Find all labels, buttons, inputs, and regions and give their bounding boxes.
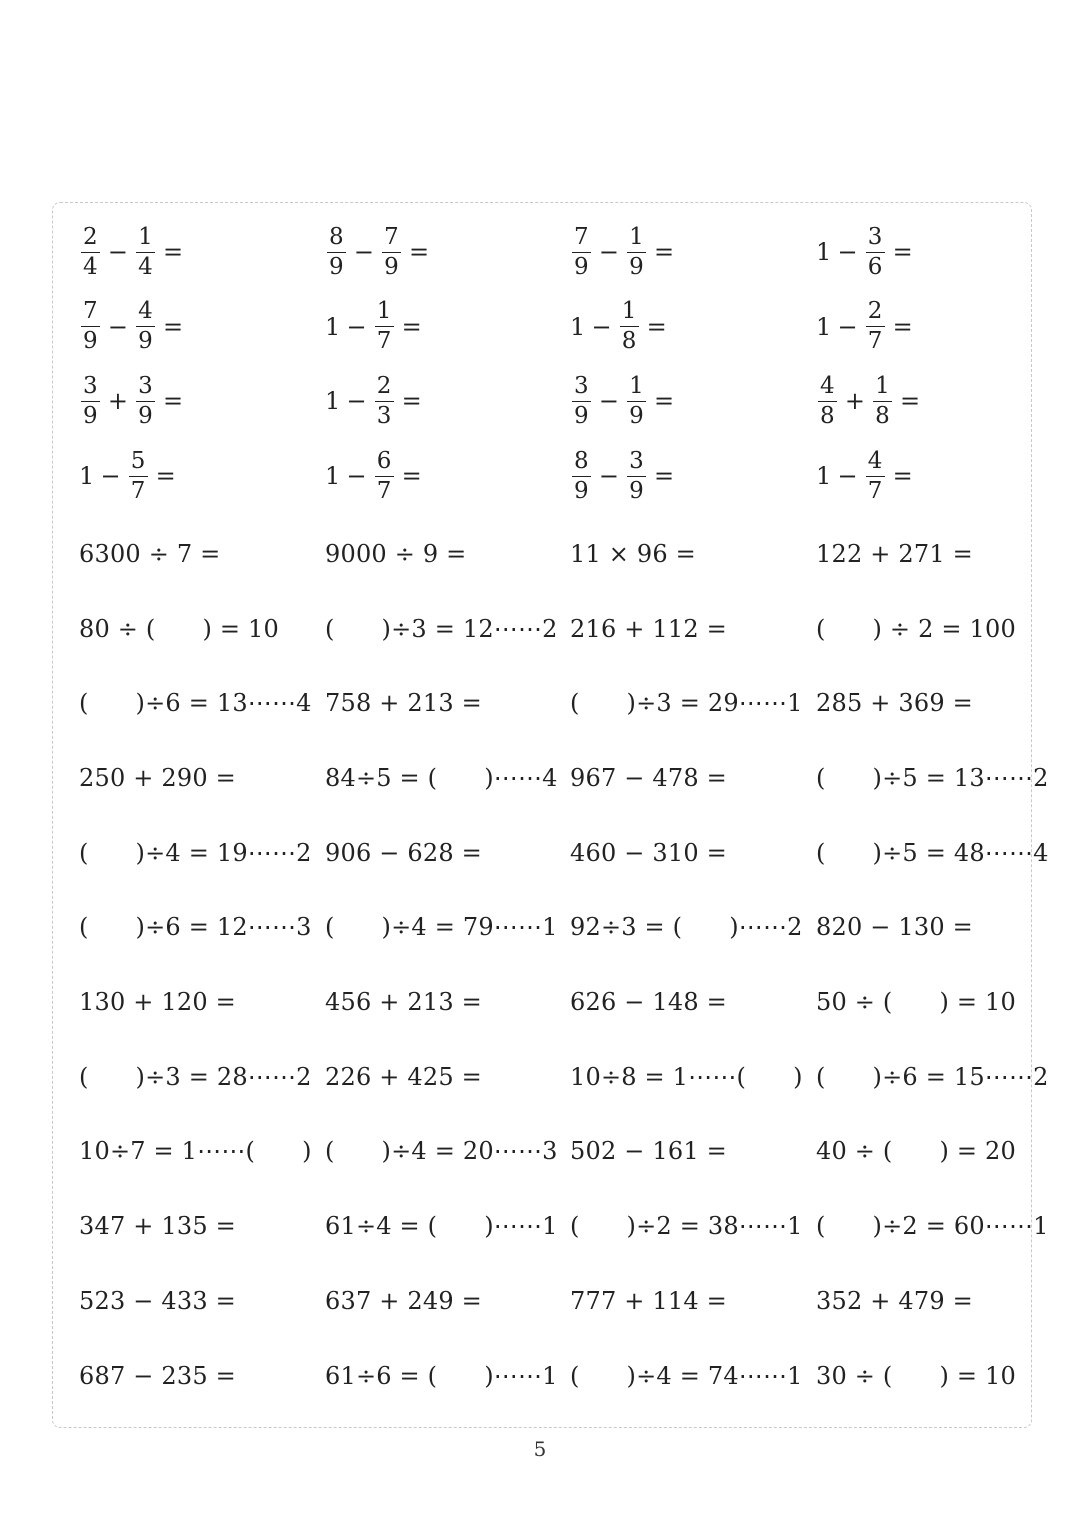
arithmetic-exercise	[325, 594, 558, 664]
operator: −	[353, 238, 375, 266]
fraction	[572, 447, 591, 504]
denominator: 7	[130, 477, 146, 504]
arithmetic-exercise	[79, 594, 279, 664]
operator: −	[107, 312, 129, 341]
exercise-text: 61÷4 = ( )⋯⋯1	[325, 1212, 558, 1241]
fraction-exercise	[325, 441, 428, 511]
exercise-text: 460 − 310 =	[570, 838, 727, 867]
denominator: 9	[574, 477, 589, 504]
equals-sign: =	[654, 462, 675, 491]
numerator: 7	[384, 223, 399, 250]
fraction	[375, 300, 394, 353]
whole-number: 1	[325, 387, 341, 416]
fraction	[627, 372, 646, 429]
whole-number: 1	[816, 312, 832, 341]
worksheet-frame	[52, 202, 1049, 1428]
fraction-exercise	[79, 441, 182, 511]
numerator: 1	[621, 298, 637, 325]
denominator: 9	[629, 253, 644, 280]
denominator: 9	[138, 328, 153, 355]
exercise-text: 6300 ÷ 7 =	[79, 539, 221, 568]
fraction	[382, 223, 401, 280]
exercise-text: ( )÷3 = 12⋯⋯2	[325, 614, 558, 643]
exercise-text: 9000 ÷ 9 =	[325, 539, 467, 568]
fraction-exercise	[570, 217, 680, 287]
arithmetic-exercise	[325, 668, 482, 738]
numerator: 1	[629, 223, 644, 250]
arithmetic-exercise	[79, 967, 236, 1037]
arithmetic-exercise	[325, 1042, 482, 1112]
arithmetic-exercise	[325, 818, 482, 888]
numerator: 4	[138, 298, 153, 325]
equals-sign: =	[646, 312, 667, 341]
exercise-text: 687 − 235 =	[79, 1361, 236, 1390]
arithmetic-exercise	[79, 668, 312, 738]
fraction	[327, 223, 346, 280]
fraction-exercise	[79, 292, 189, 362]
numerator: 3	[574, 372, 589, 399]
fraction-exercise	[570, 441, 680, 511]
arithmetic-exercise	[816, 967, 1016, 1037]
exercise-text: 216 + 112 =	[570, 614, 727, 643]
exercise-text: 523 − 433 =	[79, 1286, 236, 1315]
arithmetic-exercise	[79, 519, 220, 589]
arithmetic-exercise	[325, 519, 466, 589]
arithmetic-exercise	[79, 818, 312, 888]
exercise-text: 637 + 249 =	[325, 1286, 482, 1315]
equals-sign: =	[401, 387, 422, 416]
denominator: 9	[329, 253, 344, 280]
exercise-text: 626 − 148 =	[570, 988, 727, 1016]
whole-number: 1	[325, 462, 341, 491]
denominator: 7	[376, 477, 392, 504]
fraction-exercise	[79, 366, 189, 436]
numerator: 7	[574, 223, 589, 250]
denominator: 7	[867, 477, 883, 504]
fraction	[866, 447, 885, 504]
operator: −	[100, 462, 121, 491]
exercise-text: ( )÷4 = 19⋯⋯2	[79, 838, 312, 867]
arithmetic-exercise	[570, 1191, 803, 1261]
fraction	[866, 300, 885, 353]
exercise-text: 61÷6 = ( )⋯⋯1	[325, 1361, 558, 1390]
exercise-text: 250 + 290 =	[79, 763, 236, 792]
exercise-text: ( ) ÷ 2 = 100	[816, 614, 1016, 643]
exercise-text: 40 ÷ ( ) = 20	[816, 1137, 1016, 1166]
arithmetic-exercise	[325, 1191, 558, 1261]
arithmetic-exercise	[570, 1116, 727, 1186]
fraction-exercise	[325, 217, 435, 287]
exercise-text: 352 + 479 =	[816, 1286, 973, 1315]
arithmetic-exercise	[570, 1341, 803, 1411]
denominator: 8	[820, 402, 835, 429]
equals-sign: =	[401, 462, 422, 491]
denominator: 6	[867, 253, 883, 280]
fraction	[136, 300, 155, 353]
arithmetic-exercise	[79, 1341, 236, 1411]
operator: −	[598, 462, 620, 491]
numerator: 3	[867, 223, 883, 250]
equals-sign: =	[163, 312, 184, 341]
fraction-exercise	[325, 366, 428, 436]
fraction-exercise	[79, 217, 189, 287]
equals-sign: =	[654, 387, 675, 416]
exercise-text: ( )÷3 = 29⋯⋯1	[570, 689, 803, 718]
arithmetic-exercise	[816, 519, 973, 589]
denominator: 9	[574, 253, 589, 280]
arithmetic-exercise	[79, 1116, 312, 1186]
arithmetic-exercise	[570, 967, 727, 1037]
operator: −	[598, 238, 620, 266]
numerator: 8	[574, 447, 589, 474]
arithmetic-exercise	[816, 1042, 1049, 1112]
denominator: 9	[629, 402, 644, 429]
fraction	[620, 300, 639, 353]
numerator: 8	[329, 223, 344, 250]
exercise-text: 502 − 161 =	[570, 1137, 727, 1166]
operator: −	[346, 387, 367, 416]
arithmetic-exercise	[79, 1042, 312, 1112]
arithmetic-exercise	[816, 1191, 1049, 1261]
arithmetic-exercise	[79, 1191, 236, 1261]
whole-number: 1	[816, 238, 832, 266]
fraction	[136, 223, 155, 280]
exercise-text: ( )÷2 = 60⋯⋯1	[816, 1212, 1049, 1241]
numerator: 1	[376, 298, 392, 325]
arithmetic-exercise	[816, 1341, 1016, 1411]
numerator: 2	[867, 298, 883, 325]
denominator: 3	[376, 402, 392, 429]
operator: −	[346, 462, 367, 491]
exercise-text: 967 − 478 =	[570, 763, 727, 792]
numerator: 7	[83, 298, 98, 325]
arithmetic-exercise	[570, 668, 803, 738]
exercise-text: 50 ÷ ( ) = 10	[816, 988, 1016, 1016]
arithmetic-exercise	[325, 1116, 558, 1186]
arithmetic-exercise	[570, 1266, 727, 1336]
numerator: 1	[138, 223, 153, 250]
exercise-text: 11 × 96 =	[570, 539, 696, 568]
arithmetic-exercise	[570, 594, 727, 664]
exercise-text: 456 + 213 =	[325, 988, 482, 1016]
fraction	[818, 372, 837, 429]
exercise-text: 777 + 114 =	[570, 1286, 727, 1315]
exercise-text: 10÷8 = 1⋯⋯( )	[570, 1062, 803, 1091]
whole-number: 1	[325, 312, 341, 341]
denominator: 7	[867, 328, 883, 355]
equals-sign: =	[892, 462, 913, 491]
whole-number: 1	[79, 462, 95, 491]
arithmetic-exercise	[816, 892, 973, 962]
equals-sign: =	[892, 312, 913, 341]
operator: −	[837, 462, 858, 491]
fraction-exercise	[570, 292, 673, 362]
arithmetic-exercise	[570, 1042, 803, 1112]
fraction	[572, 223, 591, 280]
fraction-exercise	[816, 217, 919, 287]
equals-sign: =	[155, 462, 176, 491]
operator: −	[837, 312, 858, 341]
exercise-text: 130 + 120 =	[79, 988, 236, 1016]
numerator: 1	[629, 372, 644, 399]
exercise-text: ( )÷6 = 12⋯⋯3	[79, 913, 312, 942]
denominator: 9	[574, 402, 589, 429]
whole-number: 1	[816, 462, 832, 491]
exercise-text: 758 + 213 =	[325, 689, 482, 718]
fraction-exercise	[325, 292, 428, 362]
arithmetic-exercise	[325, 892, 558, 962]
exercise-text: 122 + 271 =	[816, 539, 973, 568]
numerator: 2	[376, 372, 392, 399]
exercise-text: ( )÷3 = 28⋯⋯2	[79, 1062, 312, 1091]
equals-sign: =	[409, 238, 430, 266]
operator: −	[598, 387, 620, 416]
arithmetic-exercise	[816, 594, 1016, 664]
numerator: 3	[83, 372, 98, 399]
exercise-text: ( )÷2 = 38⋯⋯1	[570, 1212, 803, 1241]
denominator: 7	[376, 328, 392, 355]
fraction-exercise	[816, 366, 926, 436]
fraction	[81, 223, 100, 280]
arithmetic-exercise	[816, 818, 1049, 888]
exercise-text: 285 + 369 =	[816, 689, 973, 718]
fraction	[375, 447, 394, 504]
denominator: 9	[629, 477, 644, 504]
arithmetic-exercise	[570, 743, 727, 813]
numerator: 3	[629, 447, 644, 474]
arithmetic-exercise	[325, 1341, 558, 1411]
exercise-text: 10÷7 = 1⋯⋯( )	[79, 1137, 312, 1166]
denominator: 9	[384, 253, 399, 280]
arithmetic-exercise	[570, 892, 803, 962]
numerator: 5	[130, 447, 146, 474]
numerator: 2	[83, 223, 98, 250]
arithmetic-exercise	[570, 519, 696, 589]
fraction	[627, 223, 646, 280]
arithmetic-exercise	[79, 892, 312, 962]
arithmetic-exercise	[816, 743, 1049, 813]
fraction	[627, 447, 646, 504]
fraction-exercise	[816, 292, 919, 362]
fraction	[572, 372, 591, 429]
fraction-exercise	[570, 366, 680, 436]
fraction-exercise	[816, 441, 919, 511]
arithmetic-exercise	[79, 1266, 236, 1336]
fraction	[81, 300, 100, 353]
equals-sign: =	[900, 387, 921, 416]
numerator: 4	[867, 447, 883, 474]
equals-sign: =	[163, 387, 184, 416]
numerator: 4	[820, 372, 835, 399]
exercise-text: ( )÷6 = 15⋯⋯2	[816, 1062, 1049, 1091]
operator: −	[107, 238, 129, 266]
operator: −	[837, 238, 858, 266]
numerator: 3	[138, 372, 153, 399]
arithmetic-exercise	[325, 967, 482, 1037]
equals-sign: =	[163, 238, 184, 266]
fraction	[81, 372, 100, 429]
fraction	[873, 372, 892, 429]
arithmetic-exercise	[570, 818, 727, 888]
exercise-text: 30 ÷ ( ) = 10	[816, 1361, 1016, 1390]
numerator: 6	[376, 447, 392, 474]
exercise-text: ( )÷6 = 13⋯⋯4	[79, 689, 312, 718]
exercise-text: ( )÷5 = 48⋯⋯4	[816, 838, 1049, 867]
arithmetic-exercise	[816, 668, 973, 738]
fraction	[375, 372, 394, 429]
arithmetic-exercise	[325, 1266, 482, 1336]
denominator: 9	[138, 402, 153, 429]
denominator: 4	[83, 253, 98, 280]
arithmetic-exercise	[816, 1266, 973, 1336]
denominator: 9	[83, 328, 98, 355]
exercise-text: 92÷3 = ( )⋯⋯2	[570, 913, 803, 942]
arithmetic-exercise	[79, 743, 236, 813]
fraction	[136, 372, 155, 429]
denominator: 4	[138, 253, 153, 280]
equals-sign: =	[654, 238, 675, 266]
equals-sign: =	[892, 238, 913, 266]
page-number: 5	[533, 1437, 547, 1461]
equals-sign: =	[401, 312, 422, 341]
exercise-text: 80 ÷ ( ) = 10	[79, 614, 279, 643]
exercise-text: 226 + 425 =	[325, 1062, 482, 1091]
denominator: 8	[621, 328, 637, 355]
denominator: 9	[83, 402, 98, 429]
exercise-text: ( )÷5 = 13⋯⋯2	[816, 763, 1049, 792]
exercise-text: ( )÷4 = 20⋯⋯3	[325, 1137, 558, 1166]
exercise-text: 84÷5 = ( )⋯⋯4	[325, 763, 558, 792]
operator: −	[591, 312, 612, 341]
denominator: 8	[875, 402, 890, 429]
operator: −	[346, 312, 367, 341]
numerator: 1	[875, 372, 890, 399]
exercise-text: 906 − 628 =	[325, 838, 482, 867]
exercise-text: ( )÷4 = 79⋯⋯1	[325, 913, 558, 942]
operator: +	[844, 387, 866, 416]
fraction	[129, 447, 148, 504]
arithmetic-exercise	[816, 1116, 1016, 1186]
exercise-text: 347 + 135 =	[79, 1212, 236, 1241]
exercise-text: 820 − 130 =	[816, 913, 973, 942]
exercise-text: ( )÷4 = 74⋯⋯1	[570, 1361, 803, 1390]
arithmetic-exercise	[325, 743, 558, 813]
fraction	[866, 223, 885, 280]
whole-number: 1	[570, 312, 586, 341]
operator: +	[107, 387, 129, 416]
